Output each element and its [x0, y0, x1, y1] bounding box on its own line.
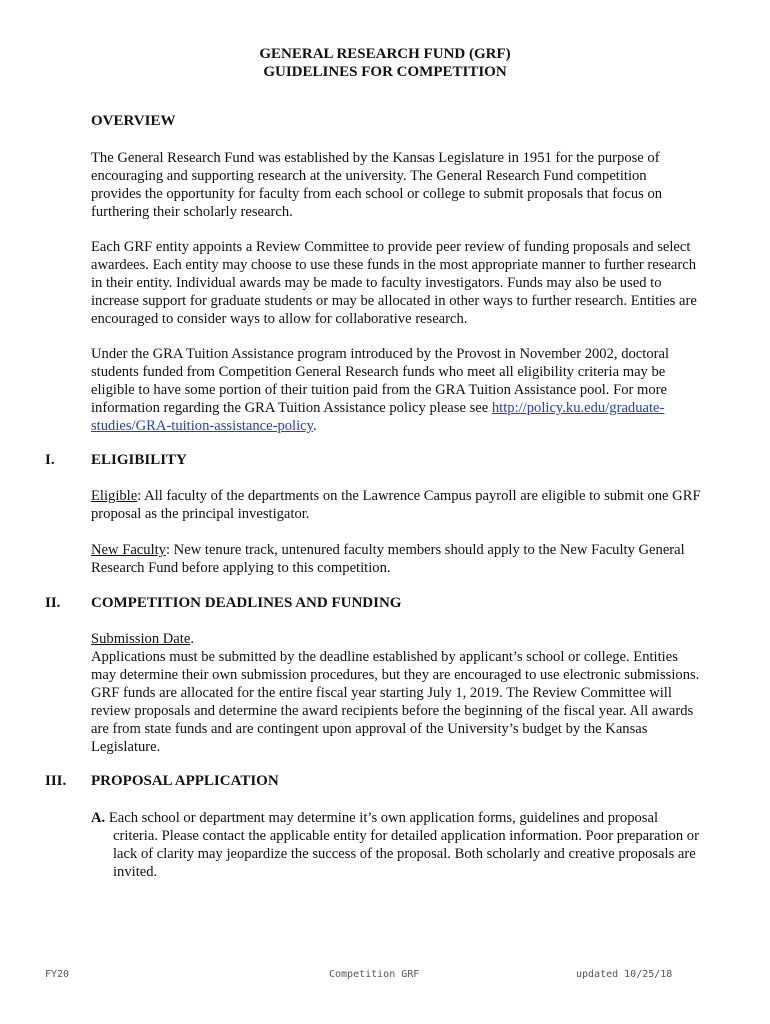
text-line: Applications must be submitted by the deadline established by applicant’s school or college. Entities: [91, 649, 678, 665]
text-line: [91, 630, 731, 648]
footer-center: Competition GRF: [329, 969, 420, 980]
text-line: furthering their scholarly research.: [91, 204, 293, 220]
policy-link-intro: information regarding the GRA Tuition Assistance policy please see: [91, 400, 492, 416]
overview-paragraph-3: [91, 345, 731, 435]
overview-paragraph-1: [91, 149, 731, 221]
policy-link-continued[interactable]: studies/GRA-tuition-assistance-policy: [91, 418, 313, 434]
eligible-label: Eligible: [91, 488, 138, 504]
text-line: students funded from Competition General Research funds who meet all eligibility criteria may be: [91, 364, 666, 380]
text-line: [91, 541, 731, 559]
text-line: Legislature.: [91, 739, 161, 755]
submission-date-label: Submission Date: [91, 631, 191, 647]
eligible-paragraph: [91, 487, 731, 523]
text-line: [91, 399, 731, 417]
new-faculty-text: : New tenure track, untenured faculty members should apply to the New Faculty General: [165, 542, 685, 558]
text-line: proposal as the principal investigator.: [91, 506, 310, 522]
text-line: Research Fund before applying to this competition.: [91, 560, 391, 576]
text-line: provides the opportunity for faculty from each school or college to submit proposals that focus on: [91, 186, 663, 202]
text-line: encouraging and supporting research at the university. The General Research Fund competition: [91, 168, 647, 184]
text-line: encouraged to consider ways to allow for collaborative research.: [91, 311, 468, 327]
text-line: criteria. Please contact the applicable entity for detailed application information. Poor preparation or: [113, 828, 699, 844]
proposal-item-a: [91, 809, 731, 881]
section-1-numeral: I.: [45, 452, 55, 468]
text-line: Under the GRA Tuition Assistance program introduced by the Provost in November 2002, doctoral: [91, 346, 670, 362]
section-2-heading: COMPETITION DEADLINES AND FUNDING: [91, 595, 402, 611]
item-text: Each school or department may determine it’s own application forms, guidelines and proposal: [105, 810, 658, 826]
text-line: awardees. Each entity may choose to use these funds in the most appropriate manner to further research: [91, 257, 697, 273]
footer-left: FY20: [45, 969, 70, 980]
document-title-line1: GENERAL RESEARCH FUND (GRF): [259, 46, 511, 62]
eligible-text: : All faculty of the departments on the Lawrence Campus payroll are eligible to submit one GRF: [137, 488, 701, 504]
text-line: invited.: [113, 864, 158, 880]
text-line: may determine their own submission procedures, but they are encouraged to use electronic submissions.: [91, 667, 700, 683]
text-line: [91, 417, 731, 435]
text-line: GRF funds are allocated for the entire fiscal year starting July 1, 2019. The Review Committee will: [91, 685, 672, 701]
text-line: lack of clarity may jeopardize the success of the proposal. Both scholarly and creative proposals are: [113, 846, 696, 862]
text-line: are from state funds and are contingent upon approval of the University’s budget by the Kansas: [91, 721, 648, 737]
overview-paragraph-2: [91, 238, 731, 328]
section-2-numeral: II.: [45, 595, 61, 611]
text-line: [91, 487, 731, 505]
period: .: [312, 418, 317, 434]
period: .: [190, 631, 194, 647]
item-letter: A.: [91, 810, 106, 826]
text-line: [91, 809, 731, 827]
text-line: Each GRF entity appoints a Review Committee to provide peer review of funding proposals and select: [91, 239, 691, 255]
text-line: in their entity. Individual awards may be made to faculty investigators. Funds may also be used to: [91, 275, 662, 291]
section-1-heading: ELIGIBILITY: [91, 452, 187, 468]
policy-link[interactable]: http://policy.ku.edu/graduate-: [491, 400, 665, 416]
document-title-line2: GUIDELINES FOR COMPETITION: [263, 64, 507, 80]
footer-right: updated 10/25/18: [576, 969, 673, 980]
text-line: eligible to have some portion of their tuition paid from the GRA Tuition Assistance pool. For more: [91, 382, 667, 398]
overview-heading: OVERVIEW: [91, 113, 176, 129]
section-3-numeral: III.: [45, 773, 67, 789]
text-line: increase support for graduate students or may be allocated in other ways to further research. Entities are: [91, 293, 697, 309]
new-faculty-label: New Faculty: [91, 542, 166, 558]
section-3-heading: PROPOSAL APPLICATION: [91, 773, 279, 789]
text-line: The General Research Fund was established by the Kansas Legislature in 1951 for the purpose of: [91, 150, 660, 166]
new-faculty-paragraph: [91, 541, 731, 577]
submission-date-paragraph: [91, 630, 731, 756]
text-line: review proposals and determine the award recipients before the beginning of the fiscal year. All awards: [91, 703, 694, 719]
